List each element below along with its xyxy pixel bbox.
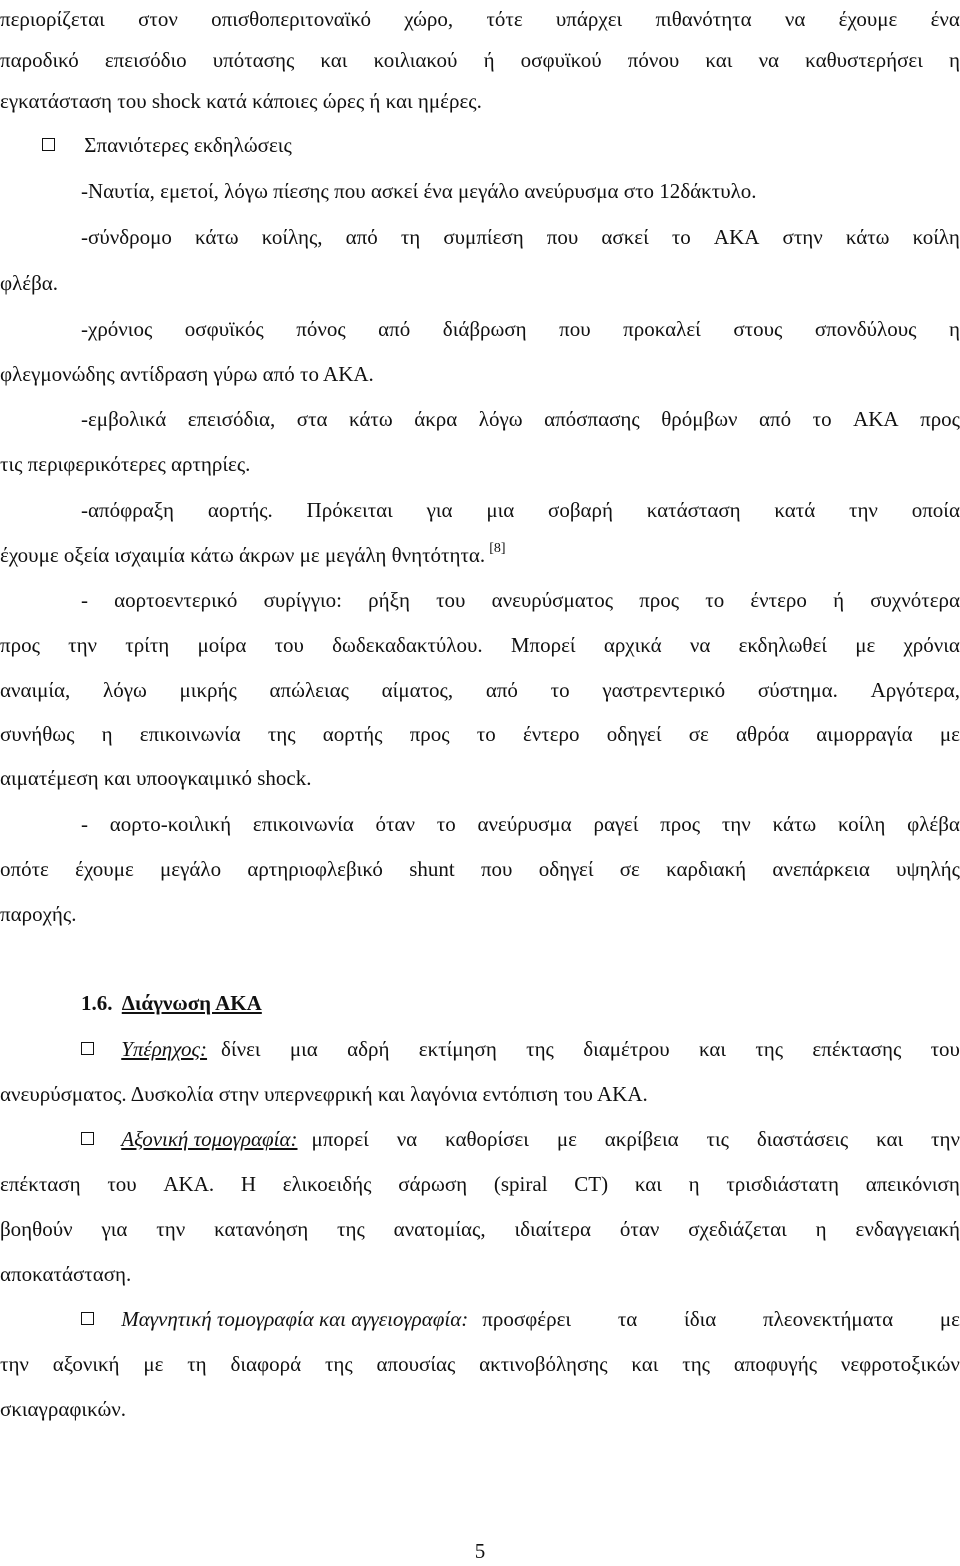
word: και xyxy=(631,1349,658,1379)
word: κοιλιακού xyxy=(374,45,458,75)
page-number: 5 xyxy=(0,1536,960,1566)
word: - xyxy=(81,809,88,839)
rare-item-7-line-1 xyxy=(81,809,960,839)
word: με xyxy=(855,630,875,660)
word: καρδιακή xyxy=(666,854,746,884)
word: κοίλης, xyxy=(262,222,323,252)
word: σάρωση xyxy=(398,1169,467,1199)
word: επέκτασης xyxy=(812,1034,901,1064)
word: κοίλη xyxy=(913,222,960,252)
word: κάτω xyxy=(846,222,890,252)
word: αποφυγής xyxy=(734,1349,817,1379)
word: από xyxy=(378,314,410,344)
word: οποία xyxy=(912,495,960,525)
word: -εμβολικά xyxy=(81,404,166,434)
word: σχεδιάζεται xyxy=(688,1214,787,1244)
word: προς xyxy=(410,719,450,749)
para1-line-1 xyxy=(0,4,960,34)
word: οσφυϊκού xyxy=(521,45,602,75)
word: την xyxy=(68,630,97,660)
word: τη xyxy=(401,222,420,252)
word: περιορίζεται xyxy=(0,4,105,34)
word: αορτής xyxy=(323,719,383,749)
word: μεγάλο xyxy=(160,854,221,884)
word: έντερο xyxy=(750,585,807,615)
word: ΑΚΑ xyxy=(853,404,899,434)
word: ρήξη xyxy=(368,585,410,615)
ct-line-2 xyxy=(0,1169,960,1199)
word: ελικοειδής xyxy=(283,1169,372,1199)
word: μοίρα xyxy=(197,630,246,660)
ct-line-1 xyxy=(81,1124,960,1154)
word: να xyxy=(690,630,711,660)
word: ανεπάρκεια xyxy=(772,854,869,884)
word: την xyxy=(722,809,751,839)
word: προκαλεί xyxy=(623,314,701,344)
word: που xyxy=(547,222,579,252)
word: του xyxy=(931,1034,960,1064)
word: αιμορραγία xyxy=(816,719,912,749)
word: προσφέρει xyxy=(482,1304,571,1334)
word: επεισόδιο xyxy=(105,45,187,75)
word: στους xyxy=(733,314,782,344)
section-heading xyxy=(81,988,960,1018)
word: τρισδιάστατη xyxy=(726,1169,839,1199)
word: το xyxy=(437,809,456,839)
word: χρόνια xyxy=(903,630,959,660)
word: διαφορά xyxy=(230,1349,301,1379)
word: κάτω xyxy=(195,222,239,252)
mri-term: Μαγνητική τομογραφία και αγγειογραφία: xyxy=(121,1307,468,1331)
word: και xyxy=(635,1169,662,1199)
word: απόσπασης xyxy=(544,404,640,434)
word: λόγω xyxy=(103,675,147,705)
word: τη xyxy=(187,1349,206,1379)
word: επικοινωνία xyxy=(253,809,354,839)
para1-line-3: εγκατάσταση του shock κατά κάποιες ώρες ή και ημέρες. xyxy=(0,86,960,116)
word: της xyxy=(526,1034,554,1064)
word: προς xyxy=(660,809,700,839)
ultrasound-words xyxy=(221,1034,960,1064)
word: απεικόνιση xyxy=(866,1169,960,1199)
word: το xyxy=(477,719,496,749)
word: εκδηλωθεί xyxy=(739,630,827,660)
checkbox-icon xyxy=(81,1312,94,1325)
word: -σύνδρομο xyxy=(81,222,172,252)
para1-line-2 xyxy=(0,45,960,75)
mri-words xyxy=(482,1304,960,1334)
word: για xyxy=(427,495,453,525)
rare-heading xyxy=(42,130,960,160)
rare-item-6-line-3 xyxy=(0,675,960,705)
word: διαμέτρου xyxy=(583,1034,669,1064)
word: την xyxy=(849,495,878,525)
word: θρόμβων xyxy=(661,404,737,434)
word: που xyxy=(481,854,513,884)
word: συχνότερα xyxy=(870,585,960,615)
word: της xyxy=(337,1214,365,1244)
word: φλέβα xyxy=(907,809,960,839)
word: έχουμε xyxy=(75,854,134,884)
word: της xyxy=(268,719,296,749)
word: τα xyxy=(618,1304,637,1334)
word: με xyxy=(940,719,960,749)
word: λόγω xyxy=(479,404,523,434)
ultrasound-line-2: ανευρύσματος. Δυσκολία στην υπερνεφρική και λαγόνια εντόπιση του ΑΚΑ. xyxy=(0,1079,960,1109)
word: στον xyxy=(138,4,178,34)
word: ανεύρυσμα xyxy=(478,809,572,839)
word: ανευρύσματος xyxy=(492,585,613,615)
word: διάβρωση xyxy=(443,314,527,344)
word: κάτω xyxy=(773,809,817,839)
word: της xyxy=(682,1349,710,1379)
word: του xyxy=(275,630,304,660)
rare-item-7-line-2 xyxy=(0,854,960,884)
word: προς xyxy=(920,404,960,434)
word: ενδαγγειακή xyxy=(856,1214,960,1244)
word: ΑΚΑ. xyxy=(163,1169,214,1199)
word: αδρή xyxy=(347,1034,389,1064)
word: ένα xyxy=(931,4,960,34)
rare-item-7-line-3: παροχής. xyxy=(0,899,960,929)
word: Αργότερα, xyxy=(871,675,960,705)
word: επέκταση xyxy=(0,1169,81,1199)
ultrasound-line-1 xyxy=(81,1034,960,1064)
rare-item-6-line-1 xyxy=(81,585,960,615)
word: ιδιαίτερα xyxy=(514,1214,591,1244)
rare-item-4-cont: τις περιφερικότερες αρτηρίες. xyxy=(0,449,960,479)
rare-item-2-line xyxy=(81,222,960,252)
word: ακρίβεια xyxy=(605,1124,679,1154)
word: και xyxy=(320,45,347,75)
word: απώλειας xyxy=(270,675,349,705)
word: βοηθούν xyxy=(0,1214,73,1244)
word: από xyxy=(346,222,378,252)
rare-item-5-line xyxy=(81,495,960,525)
word: μπορεί xyxy=(312,1124,369,1154)
section-title: Διάγνωση ΑΚΑ xyxy=(122,991,262,1015)
word: και xyxy=(876,1124,903,1154)
word: κάτω xyxy=(349,404,393,434)
mri-line-3: σκιαγραφικών. xyxy=(0,1394,960,1424)
rare-item-6-line-4 xyxy=(0,719,960,749)
rare-item-3-line xyxy=(81,314,960,344)
word: επικοινωνία xyxy=(140,719,241,749)
word: αορτο-κοιλική xyxy=(110,809,231,839)
word: σοβαρή xyxy=(548,495,613,525)
word: CT) xyxy=(574,1169,608,1199)
rare-item-6-line-5: αιματέμεση και υποογκαιμικό shock. xyxy=(0,763,960,793)
word: με xyxy=(940,1304,960,1334)
ultrasound-term: Υπέρηχος: xyxy=(121,1037,207,1061)
ct-words xyxy=(312,1124,960,1154)
word: την xyxy=(156,1214,185,1244)
ct-term: Αξονική τομογραφία: xyxy=(121,1127,297,1151)
word: αξονική xyxy=(53,1349,120,1379)
word: ακτινοβόλησης xyxy=(479,1349,607,1379)
word: αορτής. xyxy=(208,495,273,525)
word: καθυστερήσει xyxy=(805,45,923,75)
word: ή xyxy=(833,585,844,615)
rare-item-3-cont: φλεγμονώδης αντίδραση γύρω από το ΑΚΑ. xyxy=(0,359,960,389)
word: από xyxy=(486,675,518,705)
word: όταν xyxy=(620,1214,659,1244)
rare-item-6-line-2 xyxy=(0,630,960,660)
word: σπονδύλους xyxy=(815,314,917,344)
word: δωδεκαδακτύλου. xyxy=(332,630,482,660)
ct-line-4: αποκατάσταση. xyxy=(0,1259,960,1289)
word: πόνος xyxy=(296,314,345,344)
word: Πρόκειται xyxy=(307,495,393,525)
rare-item-5-cont-text: έχουμε οξεία ισχαιμία κάτω άκρων με μεγάλη θνητότητα. xyxy=(0,543,485,567)
word: αθρόα xyxy=(736,719,789,749)
word: ασκεί xyxy=(601,222,648,252)
word: μικρής xyxy=(180,675,237,705)
word: ραγεί xyxy=(593,809,638,839)
word: για xyxy=(101,1214,127,1244)
word: οσφυϊκός xyxy=(185,314,264,344)
word: μια xyxy=(486,495,514,525)
word: η xyxy=(102,719,113,749)
word: στην xyxy=(783,222,823,252)
word: η xyxy=(949,314,960,344)
word: χώρο, xyxy=(404,4,453,34)
word: με xyxy=(557,1124,577,1154)
word: ή xyxy=(484,45,495,75)
word: του xyxy=(436,585,465,615)
word: παροδικό xyxy=(0,45,79,75)
rare-item-2-cont: φλέβα. xyxy=(0,268,960,298)
word: δίνει xyxy=(221,1034,261,1064)
word: έχουμε xyxy=(839,4,898,34)
checkbox-icon xyxy=(81,1132,94,1145)
word: αρχικά xyxy=(604,630,662,660)
word: καθορίσει xyxy=(445,1124,529,1154)
word: (spiral xyxy=(494,1169,548,1199)
word: άκρα xyxy=(414,404,457,434)
word: υψηλής xyxy=(896,854,960,884)
word: Η xyxy=(241,1169,256,1199)
word: σε xyxy=(620,854,640,884)
ct-line-3 xyxy=(0,1214,960,1244)
word: τις xyxy=(707,1124,729,1154)
word: την xyxy=(0,1349,29,1379)
word: υπότασης xyxy=(213,45,295,75)
word: συμπίεση xyxy=(443,222,523,252)
word: -χρόνιος xyxy=(81,314,152,344)
mri-bullet xyxy=(81,1304,468,1334)
reference-8: [8] xyxy=(489,541,505,556)
word: το xyxy=(672,222,691,252)
word: που xyxy=(559,314,591,344)
word: του xyxy=(107,1169,136,1199)
word: συρίγγιο: xyxy=(264,585,342,615)
word: η xyxy=(949,45,960,75)
word: όταν xyxy=(376,809,415,839)
word: η xyxy=(689,1169,700,1199)
checkbox-icon xyxy=(81,1042,94,1055)
word: διαστάσεις xyxy=(757,1124,848,1154)
word: αίματος, xyxy=(382,675,453,705)
word: η xyxy=(816,1214,827,1244)
word: πόνου xyxy=(628,45,680,75)
rare-item-5-cont xyxy=(0,540,960,570)
word: κατανόηση xyxy=(214,1214,308,1244)
word: το xyxy=(705,585,724,615)
word: της xyxy=(755,1034,783,1064)
word: πιθανότητα xyxy=(655,4,751,34)
word: shunt xyxy=(409,854,455,884)
ct-bullet xyxy=(81,1124,298,1154)
word: οδηγεί xyxy=(607,719,662,749)
word: αναιμία, xyxy=(0,675,70,705)
word: με xyxy=(143,1349,163,1379)
word: κοίλη xyxy=(838,809,885,839)
word: σε xyxy=(689,719,709,749)
word: κατά xyxy=(774,495,815,525)
word: συνήθως xyxy=(0,719,74,749)
word: μια xyxy=(290,1034,318,1064)
word: το xyxy=(551,675,570,705)
mri-line-2 xyxy=(0,1349,960,1379)
rare-item-1: -Ναυτία, εμετοί, λόγω πίεσης που ασκεί ένα μεγάλο ανεύρυσμα στο 12δάκτυλο. xyxy=(81,176,960,206)
word: αορτοεντερικό xyxy=(114,585,237,615)
rare-item-4-line xyxy=(81,404,960,434)
word: και xyxy=(699,1034,726,1064)
word: της xyxy=(325,1349,353,1379)
word: ΑΚΑ xyxy=(714,222,760,252)
word: οπισθοπεριτοναϊκό xyxy=(211,4,371,34)
word: έντερο xyxy=(523,719,580,749)
word: τότε xyxy=(486,4,522,34)
word: οδηγεί xyxy=(539,854,594,884)
word: επεισόδια, xyxy=(188,404,276,434)
word: να xyxy=(397,1124,418,1154)
word: απουσίας xyxy=(377,1349,456,1379)
section-number: 1.6. xyxy=(81,991,113,1015)
word: προς xyxy=(0,630,40,660)
word: ίδια xyxy=(684,1304,716,1334)
word: - xyxy=(81,585,88,615)
word: να xyxy=(785,4,806,34)
word: νεφροτοξικών xyxy=(841,1349,960,1379)
checkbox-icon xyxy=(42,138,55,151)
word: αρτηριοφλεβικό xyxy=(247,854,383,884)
word: υπάρχει xyxy=(556,4,622,34)
word: τρίτη xyxy=(125,630,169,660)
word: ανατομίας, xyxy=(394,1214,486,1244)
ultrasound-bullet xyxy=(81,1034,207,1064)
word: Μπορεί xyxy=(511,630,576,660)
word: -απόφραξη xyxy=(81,495,174,525)
word: να xyxy=(759,45,780,75)
word: εκτίμηση xyxy=(419,1034,497,1064)
word: κατάσταση xyxy=(647,495,741,525)
word: στα xyxy=(297,404,328,434)
word: πλεονεκτήματα xyxy=(763,1304,893,1334)
word: γαστρεντερικό xyxy=(602,675,725,705)
word: σύστημα. xyxy=(758,675,838,705)
rare-heading-text: Σπανιότερες εκδηλώσεις xyxy=(84,133,292,157)
word: από xyxy=(759,404,791,434)
mri-line-1 xyxy=(81,1304,960,1334)
word: το xyxy=(813,404,832,434)
word: οπότε xyxy=(0,854,49,884)
word: και xyxy=(705,45,732,75)
word: την xyxy=(931,1124,960,1154)
word: προς xyxy=(639,585,679,615)
